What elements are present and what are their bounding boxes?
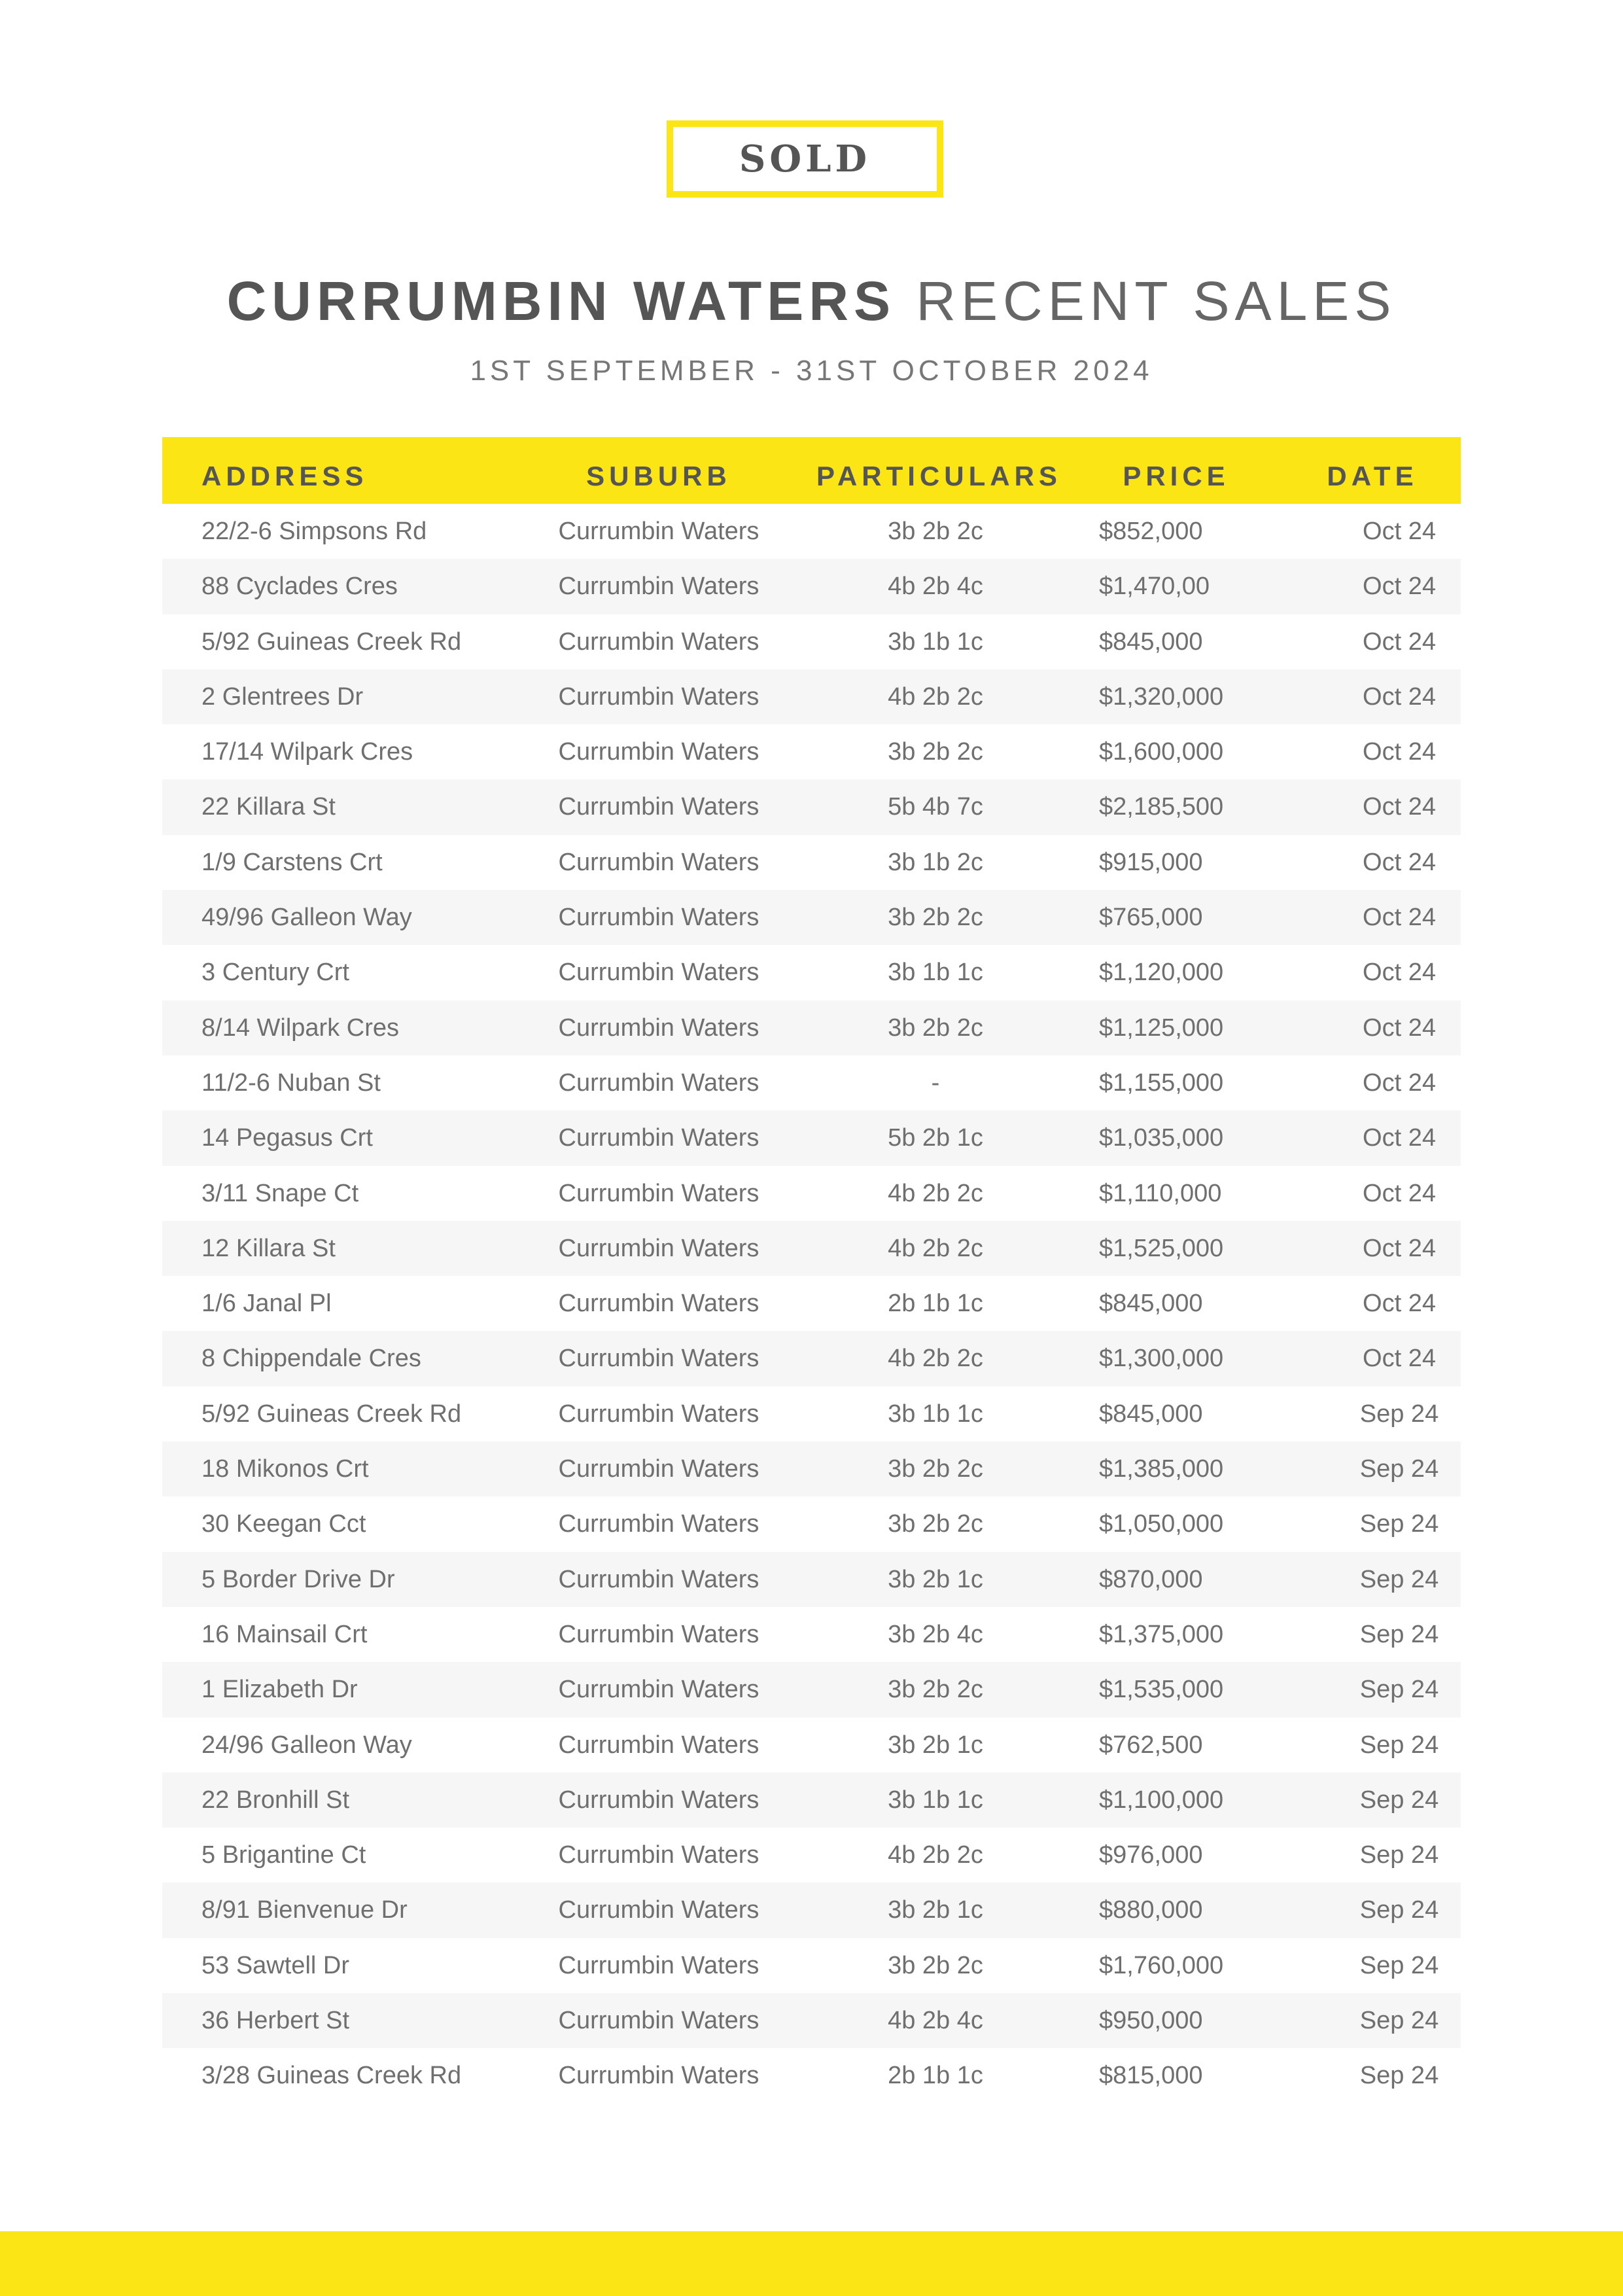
cell-date: Oct 24 <box>1363 793 1436 821</box>
table-row <box>162 724 1461 779</box>
table-row <box>162 669 1461 724</box>
cell-price: $915,000 <box>1099 848 1203 876</box>
cell-particulars: 3b 2b 4c <box>888 1620 983 1648</box>
cell-date: Sep 24 <box>1359 1510 1439 1538</box>
cell-suburb: Currumbin Waters <box>558 1896 759 1924</box>
cell-address: 17/14 Wilpark Cres <box>201 738 413 766</box>
cell-particulars: 3b 2b 2c <box>888 904 983 932</box>
cell-address: 12 Killara St <box>201 1234 336 1262</box>
cell-suburb: Currumbin Waters <box>558 738 759 766</box>
cell-date: Oct 24 <box>1363 627 1436 656</box>
cell-particulars: 3b 1b 1c <box>888 1400 983 1428</box>
cell-particulars: 3b 2b 2c <box>888 518 983 545</box>
column-header-suburb: SUBURB <box>586 461 731 491</box>
cell-date: Oct 24 <box>1363 1290 1436 1318</box>
sales-table <box>162 437 1461 2104</box>
column-header-date: DATE <box>1327 461 1418 491</box>
cell-address: 3 Century Crt <box>201 959 349 987</box>
cell-date: Sep 24 <box>1359 1455 1439 1483</box>
cell-price: $765,000 <box>1099 904 1203 932</box>
cell-address: 3/28 Guineas Creek Rd <box>201 2062 462 2090</box>
cell-suburb: Currumbin Waters <box>558 573 759 601</box>
cell-address: 22/2-6 Simpsons Rd <box>201 518 427 545</box>
cell-address: 5/92 Guineas Creek Rd <box>201 627 462 656</box>
cell-particulars: 3b 2b 2c <box>888 1951 983 1979</box>
cell-suburb: Currumbin Waters <box>558 1014 759 1042</box>
cell-particulars: 3b 1b 2c <box>888 848 983 876</box>
cell-suburb: Currumbin Waters <box>558 1676 759 1704</box>
table-row <box>162 1828 1461 1882</box>
cell-suburb: Currumbin Waters <box>558 1510 759 1538</box>
table-header <box>162 437 1461 504</box>
cell-address: 1/9 Carstens Crt <box>201 848 383 876</box>
cell-date: Sep 24 <box>1359 1676 1439 1704</box>
cell-particulars: 4b 2b 2c <box>888 1234 983 1262</box>
cell-date: Oct 24 <box>1363 959 1436 987</box>
cell-date: Sep 24 <box>1359 2007 1439 2035</box>
cell-suburb: Currumbin Waters <box>558 1290 759 1318</box>
cell-date: Oct 24 <box>1363 1179 1436 1207</box>
cell-address: 53 Sawtell Dr <box>201 1951 349 1979</box>
cell-price: $1,600,000 <box>1099 738 1224 766</box>
cell-price: $976,000 <box>1099 1841 1203 1869</box>
cell-particulars: 4b 2b 2c <box>888 682 983 711</box>
cell-address: 49/96 Galleon Way <box>201 904 412 932</box>
cell-address: 8 Chippendale Cres <box>201 1345 421 1373</box>
table-row <box>162 1496 1461 1551</box>
cell-suburb: Currumbin Waters <box>558 1234 759 1262</box>
cell-particulars: 4b 2b 2c <box>888 1345 983 1373</box>
cell-particulars: 3b 1b 1c <box>888 959 983 987</box>
cell-date: Oct 24 <box>1363 573 1436 601</box>
cell-suburb: Currumbin Waters <box>558 627 759 656</box>
column-header-address: ADDRESS <box>201 461 368 491</box>
cell-price: $1,320,000 <box>1099 682 1224 711</box>
cell-suburb: Currumbin Waters <box>558 848 759 876</box>
cell-suburb: Currumbin Waters <box>558 793 759 821</box>
cell-suburb: Currumbin Waters <box>558 1841 759 1869</box>
page-title-bold: CURRUMBIN WATERS <box>226 270 896 332</box>
cell-suburb: Currumbin Waters <box>558 2007 759 2035</box>
cell-price: $950,000 <box>1099 2007 1203 2035</box>
table-row <box>162 1882 1461 1937</box>
cell-date: Oct 24 <box>1363 1234 1436 1262</box>
cell-particulars: 3b 2b 1c <box>888 1565 983 1593</box>
column-header-particulars: PARTICULARS <box>816 461 1062 491</box>
cell-price: $1,385,000 <box>1099 1455 1224 1483</box>
cell-suburb: Currumbin Waters <box>558 1786 759 1814</box>
table-row <box>162 1055 1461 1110</box>
table-row <box>162 1718 1461 1773</box>
table-row <box>162 1331 1461 1386</box>
sold-badge <box>667 120 943 198</box>
cell-particulars: 3b 2b 1c <box>888 1896 983 1924</box>
cell-price: $845,000 <box>1099 1400 1203 1428</box>
page-title-light: RECENT SALES <box>916 270 1397 332</box>
cell-address: 24/96 Galleon Way <box>201 1731 412 1759</box>
cell-particulars: 3b 1b 1c <box>888 1786 983 1814</box>
cell-price: $1,535,000 <box>1099 1676 1224 1704</box>
table-row <box>162 1607 1461 1662</box>
column-header-price: PRICE <box>1123 461 1230 491</box>
cell-date: Oct 24 <box>1363 738 1436 766</box>
cell-price: $1,120,000 <box>1099 959 1224 987</box>
table-row <box>162 835 1461 890</box>
table-row <box>162 1221 1461 1276</box>
table-row <box>162 1552 1461 1607</box>
cell-address: 2 Glentrees Dr <box>201 682 364 711</box>
cell-price: $852,000 <box>1099 518 1203 545</box>
cell-address: 30 Keegan Cct <box>201 1510 366 1538</box>
cell-price: $870,000 <box>1099 1565 1203 1593</box>
cell-particulars: 3b 2b 2c <box>888 1455 983 1483</box>
cell-suburb: Currumbin Waters <box>558 1345 759 1373</box>
cell-suburb: Currumbin Waters <box>558 2062 759 2090</box>
cell-address: 8/91 Bienvenue Dr <box>201 1896 408 1924</box>
cell-address: 1/6 Janal Pl <box>201 1290 332 1318</box>
cell-suburb: Currumbin Waters <box>558 904 759 932</box>
cell-date: Sep 24 <box>1359 1841 1439 1869</box>
cell-particulars: 3b 2b 1c <box>888 1731 983 1759</box>
cell-price: $1,760,000 <box>1099 1951 1224 1979</box>
cell-particulars: - <box>931 1069 940 1097</box>
cell-price: $1,470,00 <box>1099 573 1210 601</box>
cell-date: Oct 24 <box>1363 682 1436 711</box>
cell-address: 36 Herbert St <box>201 2007 349 2035</box>
cell-price: $1,375,000 <box>1099 1620 1224 1648</box>
cell-suburb: Currumbin Waters <box>558 518 759 545</box>
cell-particulars: 4b 2b 2c <box>888 1179 983 1207</box>
table-row <box>162 1276 1461 1331</box>
cell-address: 22 Bronhill St <box>201 1786 350 1814</box>
cell-address: 11/2-6 Nuban St <box>201 1069 381 1097</box>
table-row <box>162 779 1461 834</box>
cell-price: $815,000 <box>1099 2062 1203 2090</box>
cell-address: 3/11 Snape Ct <box>201 1179 359 1207</box>
cell-suburb: Currumbin Waters <box>558 682 759 711</box>
cell-date: Sep 24 <box>1359 2062 1439 2090</box>
cell-suburb: Currumbin Waters <box>558 1455 759 1483</box>
footer-bar <box>0 2231 1623 2296</box>
cell-particulars: 3b 1b 1c <box>888 627 983 656</box>
cell-price: $880,000 <box>1099 1896 1203 1924</box>
cell-price: $1,050,000 <box>1099 1510 1224 1538</box>
sold-badge-label: SOLD <box>739 137 871 181</box>
cell-date: Sep 24 <box>1359 1565 1439 1593</box>
cell-suburb: Currumbin Waters <box>558 1951 759 1979</box>
cell-address: 5 Brigantine Ct <box>201 1841 366 1869</box>
cell-date: Oct 24 <box>1363 1345 1436 1373</box>
cell-particulars: 3b 2b 2c <box>888 1014 983 1042</box>
cell-particulars: 3b 2b 2c <box>888 1510 983 1538</box>
table-row <box>162 890 1461 945</box>
cell-date: Oct 24 <box>1363 518 1436 545</box>
cell-date: Sep 24 <box>1359 1951 1439 1979</box>
table-row <box>162 1773 1461 1828</box>
cell-address: 8/14 Wilpark Cres <box>201 1014 399 1042</box>
cell-address: 14 Pegasus Crt <box>201 1124 373 1152</box>
cell-particulars: 2b 1b 1c <box>888 2062 983 2090</box>
cell-price: $1,100,000 <box>1099 1786 1224 1814</box>
cell-date: Oct 24 <box>1363 848 1436 876</box>
cell-particulars: 4b 2b 4c <box>888 2007 983 2035</box>
cell-price: $1,035,000 <box>1099 1124 1224 1152</box>
table-row <box>162 2048 1461 2103</box>
cell-price: $2,185,500 <box>1099 793 1224 821</box>
cell-address: 18 Mikonos Crt <box>201 1455 369 1483</box>
table-row <box>162 1993 1461 2048</box>
cell-date: Oct 24 <box>1363 1124 1436 1152</box>
table-row <box>162 1000 1461 1055</box>
cell-address: 16 Mainsail Crt <box>201 1620 368 1648</box>
cell-date: Oct 24 <box>1363 1014 1436 1042</box>
cell-date: Sep 24 <box>1359 1731 1439 1759</box>
table-row <box>162 614 1461 669</box>
cell-suburb: Currumbin Waters <box>558 1179 759 1207</box>
cell-suburb: Currumbin Waters <box>558 1565 759 1593</box>
cell-price: $845,000 <box>1099 627 1203 656</box>
cell-address: 88 Cyclades Cres <box>201 573 398 601</box>
table-row <box>162 1441 1461 1496</box>
cell-date: Oct 24 <box>1363 1069 1436 1097</box>
cell-address: 1 Elizabeth Dr <box>201 1676 358 1704</box>
table-row <box>162 1662 1461 1717</box>
cell-date: Sep 24 <box>1359 1896 1439 1924</box>
cell-suburb: Currumbin Waters <box>558 1620 759 1648</box>
table-row <box>162 1166 1461 1221</box>
table-body <box>162 504 1461 2104</box>
cell-address: 5/92 Guineas Creek Rd <box>201 1400 462 1428</box>
table-row <box>162 1386 1461 1441</box>
cell-particulars: 3b 2b 2c <box>888 1676 983 1704</box>
cell-date: Sep 24 <box>1359 1400 1439 1428</box>
cell-particulars: 5b 2b 1c <box>888 1124 983 1152</box>
cell-suburb: Currumbin Waters <box>558 1731 759 1759</box>
cell-suburb: Currumbin Waters <box>558 1400 759 1428</box>
table-row <box>162 559 1461 614</box>
cell-particulars: 2b 1b 1c <box>888 1290 983 1318</box>
table-row <box>162 504 1461 559</box>
cell-price: $1,125,000 <box>1099 1014 1224 1042</box>
cell-suburb: Currumbin Waters <box>558 1069 759 1097</box>
cell-date: Sep 24 <box>1359 1620 1439 1648</box>
cell-suburb: Currumbin Waters <box>558 1124 759 1152</box>
cell-date: Oct 24 <box>1363 904 1436 932</box>
table-row <box>162 1938 1461 1993</box>
cell-address: 22 Killara St <box>201 793 336 821</box>
cell-particulars: 4b 2b 2c <box>888 1841 983 1869</box>
cell-price: $1,110,000 <box>1099 1179 1222 1207</box>
cell-price: $1,525,000 <box>1099 1234 1224 1262</box>
cell-particulars: 5b 4b 7c <box>888 793 983 821</box>
cell-price: $1,155,000 <box>1099 1069 1224 1097</box>
cell-particulars: 3b 2b 2c <box>888 738 983 766</box>
date-range: 1ST SEPTEMBER - 31ST OCTOBER 2024 <box>470 355 1153 387</box>
cell-price: $845,000 <box>1099 1290 1203 1318</box>
cell-price: $762,500 <box>1099 1731 1203 1759</box>
cell-address: 5 Border Drive Dr <box>201 1565 395 1593</box>
table-row <box>162 945 1461 1000</box>
table-row <box>162 1110 1461 1165</box>
cell-date: Sep 24 <box>1359 1786 1439 1814</box>
page-title <box>0 265 1623 337</box>
cell-price: $1,300,000 <box>1099 1345 1224 1373</box>
cell-particulars: 4b 2b 4c <box>888 573 983 601</box>
cell-suburb: Currumbin Waters <box>558 959 759 987</box>
